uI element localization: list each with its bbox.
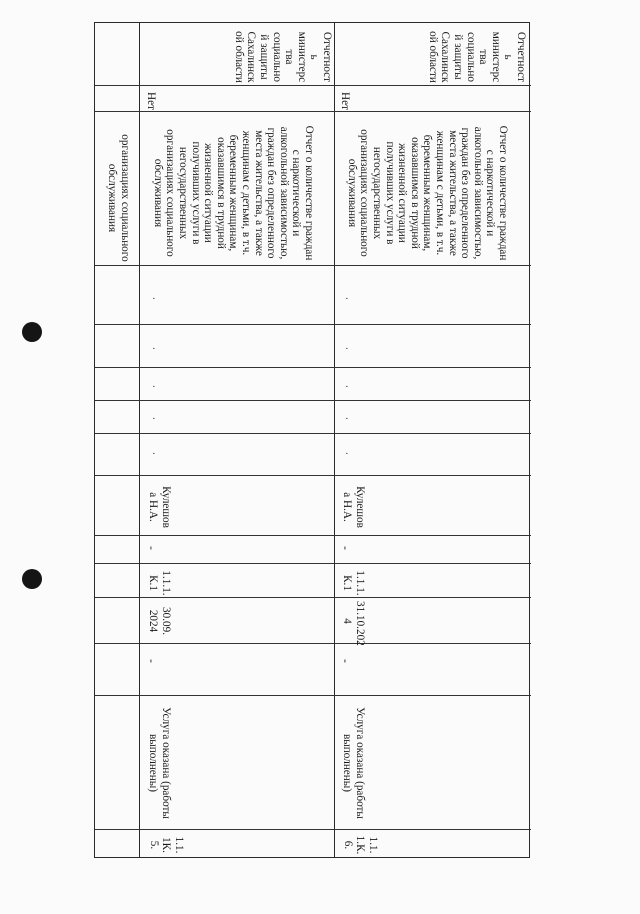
row1-source: Отчетност ь министерс тва социально й защиты Сахалинск ой области [232, 31, 333, 83]
row2-date: 31.10.202 4 [341, 601, 366, 646]
row2-flag: Нет [339, 92, 351, 110]
row2-result: Услуга оказана (работы выполнены) [341, 707, 366, 819]
row1-document: Отчет о количестве граждан с наркотической и алкогольной зависимостью, граждан без определенного места жительства, а также женщинам с детьми, в т.ч. беременным женщинам, оказавшимся в трудной жизненной ситуации получивших услуги в негосударственных организациях социального обслуживания [151, 125, 315, 261]
row2-dash2: - [339, 659, 351, 663]
row1-code: 1.1.1. К.1 [147, 570, 172, 596]
header-continuation: организациях социального обслуживания [106, 134, 131, 262]
rotated-table [94, 22, 530, 858]
dash-mark: · [152, 381, 156, 393]
row1-date: 30.09. 2024 [147, 607, 172, 635]
dash-mark: · [345, 343, 349, 355]
row1-dash2: - [145, 659, 157, 663]
dash-mark: · [152, 343, 156, 355]
dash-mark: · [345, 413, 349, 425]
row1-result: Услуга оказана (работы выполнены) [147, 707, 172, 819]
row2-num: 1.1. 1.К. 6. [341, 835, 379, 855]
row1-num: 1.1. 1К. 5. [147, 836, 185, 854]
dash-mark: · [345, 448, 349, 460]
row2-source: Отчетност ь министерс тва социально й защиты Сахалинск ой области [426, 31, 527, 83]
dash-mark: · [152, 293, 156, 305]
row1-dash: - [145, 546, 157, 550]
dash-mark: · [345, 293, 349, 305]
row1-responsible: Кулешов а Н.А. [147, 486, 172, 528]
punch-hole-top [22, 322, 42, 342]
row2-document: Отчет о количестве граждан с наркотической и алкогольной зависимостью, граждан без определенного места жительства, а также женщинам с детьми, в т.ч. беременным женщинам, оказавшимся в трудной жизненной ситуации получивших услуги в негосударственных организациях социального обслуживания [345, 125, 509, 261]
row1-flag: Нет [145, 92, 157, 110]
dash-mark: · [345, 381, 349, 393]
row2-responsible: Кулешов а Н.А. [341, 486, 366, 528]
punch-hole-bottom [22, 569, 42, 589]
row2-code: 1.1.1. К.1 [341, 570, 366, 596]
dash-mark: · [152, 448, 156, 460]
row2-dash: - [339, 546, 351, 550]
dash-mark: · [152, 413, 156, 425]
